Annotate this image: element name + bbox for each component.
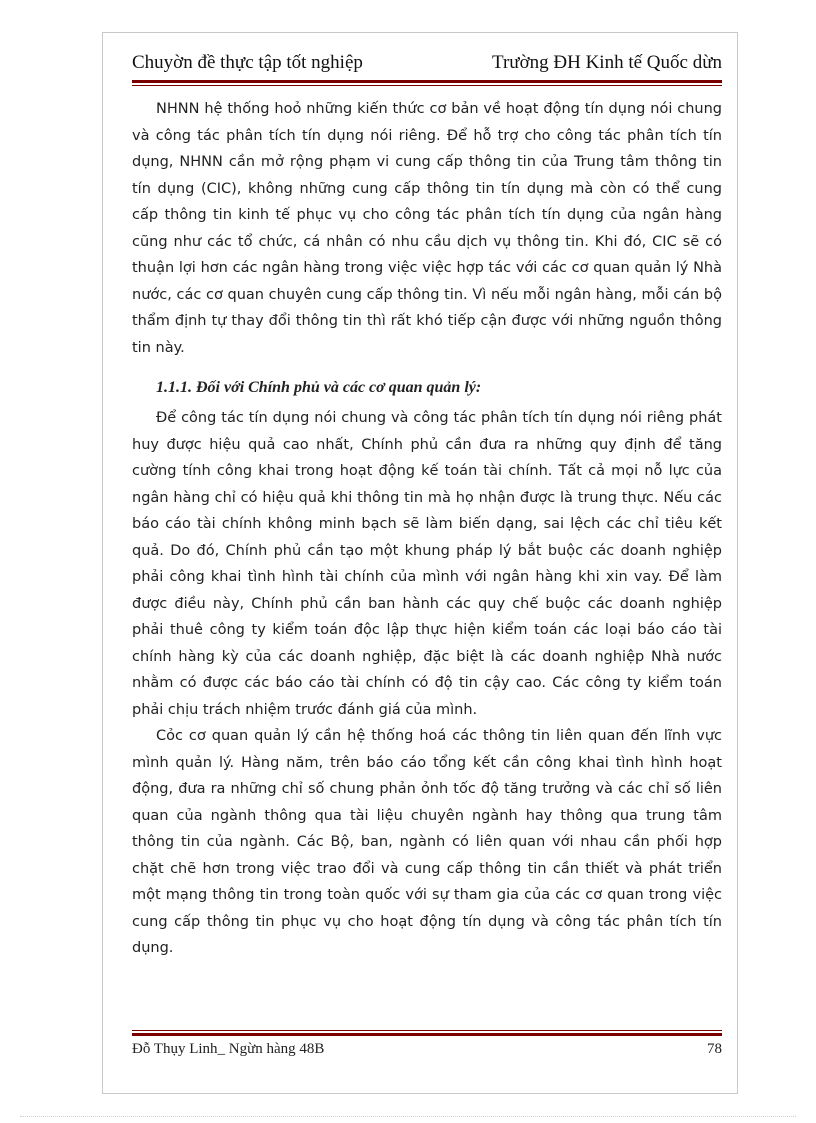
page-number: 78 [707, 1041, 722, 1057]
page-bottom-divider [20, 1116, 796, 1117]
footer-divider [132, 1030, 722, 1036]
paragraph-agencies: Cỏc cơ quan quản lý cần hệ thống hoá các thông tin liên quan đến lĩnh vực mình quản lý. Hàng năm, trên báo cáo tổng kết cần công khai tình hình hoạt động, đưa ra những chỉ số chung phản ỏnh tốc độ tăng trưởng và các chỉ số liên quan của ngành thông qua tài liệu chuyên ngành hay thông qua trung tâm thông tin của ngành. Các Bộ, ban, ngành có liên quan với nhau cần phối hợp chặt chẽ hơn trong việc trao đổi và cung cấp thông tin cần thiết và phát triển một mạng thông tin trong toàn quốc với sự tham gia của các cơ quan trong việc cung cấp thông tin phục vụ cho hoạt động tín dụng và công tác phân tích tín dụng. [132, 728, 722, 956]
footer-author: Đỗ Thụy Linh_ Ngừn hàng 48B [132, 1041, 325, 1057]
document-body [132, 96, 722, 962]
intro-paragraph: NHNN hệ thống hoỏ những kiến thức cơ bản về hoạt động tín dụng nói chung và công tác phân tích tín dụng nói riêng. Để hỗ trợ cho công tác phân tích tín dụng, NHNN cần mở rộng phạm vi cung cấp thông tin của Trung tâm thông tin tín dụng (CIC), không những cung cấp thông tin tín dụng mà còn có thể cung cấp thông tin kinh tế phục vụ cho công tác phân tích tín dụng của ngân hàng cũng như các tổ chức, cá nhân có nhu cầu dịch vụ thông tin. Khi đó, CIC sẽ có thuận lợi hơn các ngân hàng trong việc việc hợp tác với các cơ quan quản lý Nhà nước, các cơ quan chuyên cung cấp thông tin. Vì nếu mỗi ngân hàng, mỗi cán bộ thẩm định tự thay đổi thông tin thì rất khó tiếp cận được với những nguồn thông tin này. [132, 101, 722, 356]
header-left-title: Chuyờn đề thực tập tốt nghiệp [132, 52, 363, 73]
header-right-title: Trường ĐH Kinh tế Quốc dừn [492, 52, 722, 73]
section-heading: 1.1.1. Đối với Chính phủ và các cơ quan quản lý: [156, 379, 482, 396]
paragraph-government: Để công tác tín dụng nói chung và công tác phân tích tín dụng nói riêng phát huy được hiệu quả cao nhất, Chính phủ cần đưa ra những quy định để tăng cường tính công khai trong hoạt động kế toán tài chính. Tất cả mọi nỗ lực của ngân hàng chỉ có hiệu quả khi thông tin mà họ nhận được là trung thực. Nếu các báo cáo tài chính không minh bạch sẽ làm biến dạng, sai lệch các chỉ tiêu kết quả. Do đó, Chính phủ cần tạo một khung pháp lý bắt buộc các doanh nghiệp phải công khai tình hình tài chính của mình với ngân hàng khi xin vay. Để làm được điều này, Chính phủ cần ban hành các quy chế buộc các doanh nghiệp phải thuê công ty kiểm toán độc lập thực hiện kiểm toán các loại báo cáo tài chính hàng kỳ của các doanh nghiệp, đặc biệt là các doanh nghiệp Nhà nước nhằm có được các báo cáo tài chính có độ tin cậy cao. Các công ty kiểm toán phải chịu trách nhiệm trước đánh giá của mình. [132, 410, 722, 718]
header-divider [132, 80, 722, 86]
page-header [132, 52, 722, 80]
page-footer [132, 1041, 722, 1063]
